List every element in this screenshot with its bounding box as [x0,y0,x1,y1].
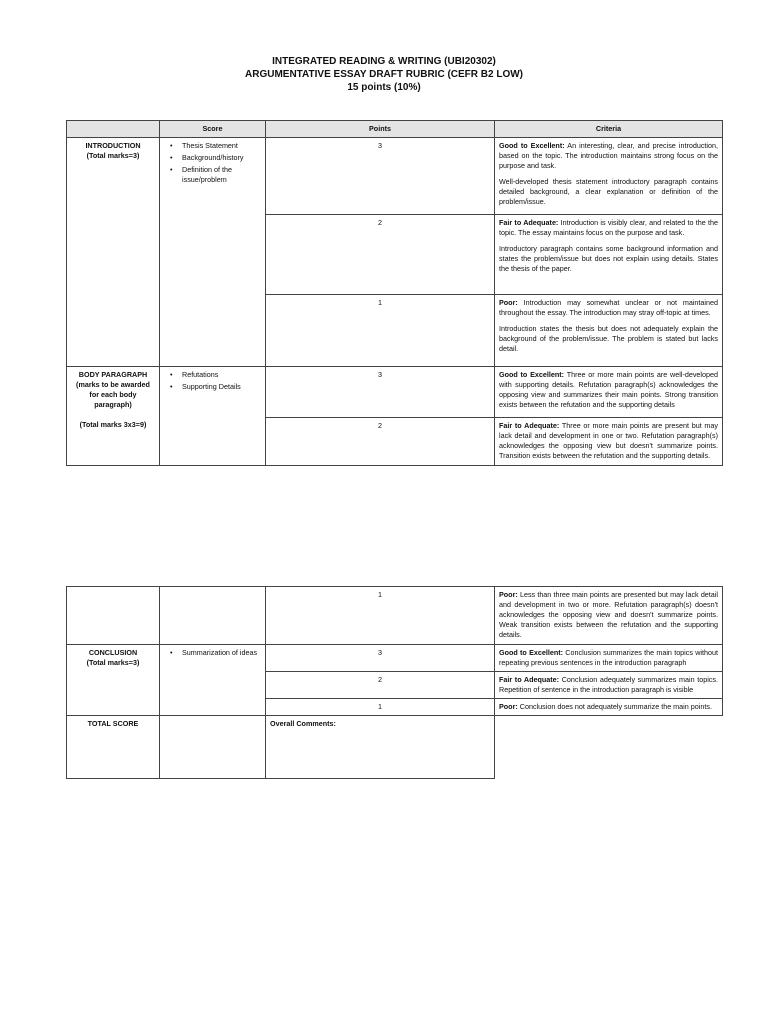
intro-marks: (Total marks=3) [86,151,140,160]
points-cell: 2 [266,672,495,699]
list-item: • Definition of the issue/problem [182,165,261,185]
criteria-text: Conclusion adequately summarizes main topics. Repetition of sentence in the introduction paragraph is visible [499,675,718,694]
criteria-cell [495,645,723,672]
criteria-cell [495,215,723,295]
criteria-heading: Poor: [499,298,518,307]
list-item: • Supporting Details [182,382,261,392]
header-score: Score [160,121,266,138]
total-score-label: TOTAL SCORE [67,716,160,779]
header-points: Points [266,121,495,138]
criteria-cell [495,587,723,645]
criteria-text: An interesting, clear, and precise introduction, based on the topic. The introduction maintains strong focus on the purpose and task. [499,141,719,170]
doc-title-line2: ARGUMENTATIVE ESSAY DRAFT RUBRIC (CEFR B2 LOW) [245,69,523,80]
points-cell: 1 [266,699,495,716]
criteria-heading: Poor: [499,590,518,599]
criteria-text: Three or more main points are present but may lack detail and development in one or two. Refutation paragraph(s) acknowledges the opposing view but doesn't summarize points. Transition exists between the refutation and the supporting details. [499,421,718,460]
criteria-cell [495,699,723,716]
criteria-cell [495,295,723,367]
table-row [67,367,723,418]
conclusion-title: CONCLUSION [88,648,138,657]
list-item: • Refutations [182,370,261,380]
criteria-text: Conclusion summarizes the main topics without repeating previous sentences in the introduction paragraph [499,648,718,667]
criteria-cell [495,367,723,418]
criteria-heading: Good to Excellent: [499,141,565,150]
body-continued-score-cell [160,587,266,645]
table-row [67,138,723,215]
criteria-text: Introduction is visibly clear, and related to the the topic. The essay maintains focus on the purpose and task. [499,218,718,237]
body-label-cell [67,367,160,466]
rubric-table-part2 [66,586,723,779]
intro-label-cell [67,138,160,367]
body-marks: (Total marks 3x3=9) [79,420,147,429]
points-cell: 1 [266,295,495,367]
rubric-table-part1 [66,120,723,466]
table-row [67,716,723,779]
header-blank [67,121,160,138]
list-item: • Summarization of ideas [182,648,261,658]
header-criteria: Criteria [495,121,723,138]
points-cell: 2 [266,418,495,466]
criteria-heading: Fair to Adequate: [499,218,559,227]
points-cell: 1 [266,587,495,645]
list-item: • Background/history [182,153,261,163]
empty-cell [495,716,723,779]
conclusion-label-cell [67,645,160,716]
criteria-cell [495,418,723,466]
criteria-text: Three or more main points are well-developed with supporting details. Refutation paragraph(s) acknowledges the opposing view and summarizes their main points. Strong transition exists between the refutation and the supporting details [499,370,719,409]
intro-title: INTRODUCTION [85,141,141,150]
points-cell: 3 [266,367,495,418]
body-score-cell [160,367,266,466]
intro-score-cell [160,138,266,367]
criteria-text: Introduction may somewhat unclear or not maintained throughout the essay. The introduction may stray off-topic at times. [499,298,718,317]
conclusion-score-cell [160,645,266,716]
body-title: BODY PARAGRAPH [78,370,148,379]
list-item: • Thesis Statement [182,141,261,151]
criteria-heading: Good to Excellent: [499,370,565,379]
body-subtitle: (marks to be awarded for each body paragraph) [76,380,150,409]
criteria-text: Less than three main points are presented but may lack detail and development in two or more. Refutation paragraph(s) doesn't acknowledges the opposing view and doesn't summarize points. Weak transition exists between the refutation and the supporting details. [499,590,718,639]
conclusion-bullet-list [164,648,261,658]
doc-title-line3: 15 points (10%) [347,82,421,93]
points-cell: 3 [266,645,495,672]
criteria-heading: Fair to Adequate: [499,421,560,430]
intro-bullet-list [164,141,261,185]
points-cell: 2 [266,215,495,295]
body-continued-label-cell [67,587,160,645]
criteria-heading: Good to Excellent: [499,648,564,657]
body-bullet-list [164,370,261,392]
points-cell: 3 [266,138,495,215]
overall-comments-label: Overall Comments: [266,716,495,779]
criteria-detail: Introductory paragraph contains some background information and states the problem/issue but does not explain using details. States the thesis of the paper. [499,244,718,273]
table-row [67,587,723,645]
doc-title-line1: INTEGRATED READING & WRITING (UBI20302) [272,56,496,67]
criteria-detail: Introduction states the thesis but does not adequately explain the background of the problem/issue. The problem is stated but lacks detail. [499,324,718,353]
table-header-row [67,121,723,138]
criteria-cell [495,672,723,699]
total-score-value-cell [160,716,266,779]
conclusion-marks: (Total marks=3) [86,658,140,667]
criteria-heading: Poor: [499,702,518,711]
criteria-cell [495,138,723,215]
criteria-detail: Well-developed thesis statement introductory paragraph contains detailed background, a clear explanation or definition of the problem/issue. [499,177,718,206]
criteria-text: Conclusion does not adequately summarize the main points. [517,702,712,711]
table-row [67,645,723,672]
criteria-heading: Fair to Adequate: [499,675,560,684]
